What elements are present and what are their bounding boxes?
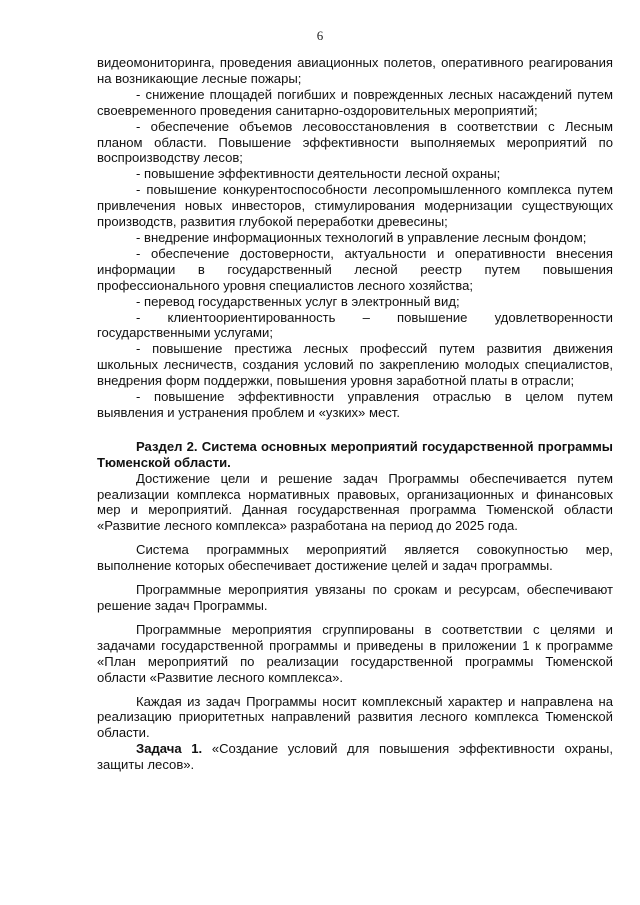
- list-item: - обеспечение достоверности, актуальности и оперативности внесения информации в государственный лесной реестр путем повышения профессионального уровня специалистов лесного хозяйства;: [97, 245, 613, 293]
- list-item: - повышение конкурентоспособности лесопромышленного комплекса путем привлечения новых инвесторов, стимулирования модернизации существующих производств, развития глубокой переработки древесины;: [97, 182, 613, 230]
- list-item: - повышение престижа лесных профессий путем развития движения школьных лесничеств, создания условий по закреплению молодых специалистов, внедрения форм поддержки, повышения уровня заработной платы в отрасли;: [97, 341, 613, 389]
- task-paragraph: [97, 741, 613, 773]
- list-item: - снижение площадей погибших и поврежденных лесных насаждений путем своевременного проведения санитарно-оздоровительных мероприятий;: [97, 86, 613, 118]
- list-item: - клиентоориентированность – повышение удовлетворенности государственными услугами;: [97, 309, 613, 341]
- task-text: «Создание условий для повышения эффективности охраны, защиты лесов».: [97, 741, 613, 773]
- list-item: - внедрение информационных технологий в управление лесным фондом;: [136, 229, 587, 245]
- paragraph: Программные мероприятия сгруппированы в соответствии с целями и задачами государственной программы и приведены в приложении 1 к программе «План мероприятий по реализации государственной программы Тюменской области «Развитие лесного комплекса».: [97, 621, 613, 685]
- list-item: - повышение эффективности деятельности лесной охраны;: [136, 166, 501, 182]
- page-number: 6: [316, 28, 324, 43]
- list-item: - перевод государственных услуг в электронный вид;: [136, 293, 460, 309]
- paragraph: Система программных мероприятий является совокупностью мер, выполнение которых обеспечивает достижение целей и задач программы.: [97, 542, 613, 574]
- paragraph: Достижение цели и решение задач Программы обеспечивается путем реализации комплекса нормативных правовых, организационных и финансовых мер и мероприятий. Данная государственная программа Тюменской области «Развитие лесного комплекса» разработана на период до 2025 года.: [97, 470, 613, 534]
- list-item: - обеспечение объемов лесовосстановления в соответствии с Лесным планом области. Повышение эффективности выполняемых мероприятий по воспроизводству лесов;: [97, 118, 613, 166]
- task-label: Задача 1.: [136, 741, 203, 757]
- paragraph: Программные мероприятия увязаны по срокам и ресурсам, обеспечивают решение задач Программы.: [97, 582, 613, 613]
- document-body: [97, 55, 613, 773]
- section-heading: Раздел 2. Система основных мероприятий государственной программы Тюменской области.: [97, 438, 613, 470]
- paragraph: Каждая из задач Программы носит комплексный характер и направлена на реализацию приоритетных направлений развития лесного комплекса Тюменской области.: [97, 693, 613, 741]
- list-item: - повышение эффективности управления отраслью в целом путем выявления и устранения проблем и «узких» мест.: [97, 389, 613, 420]
- paragraph: видеомониторинга, проведения авиационных полетов, оперативного реагирования на возникающие лесные пожары;: [97, 55, 613, 86]
